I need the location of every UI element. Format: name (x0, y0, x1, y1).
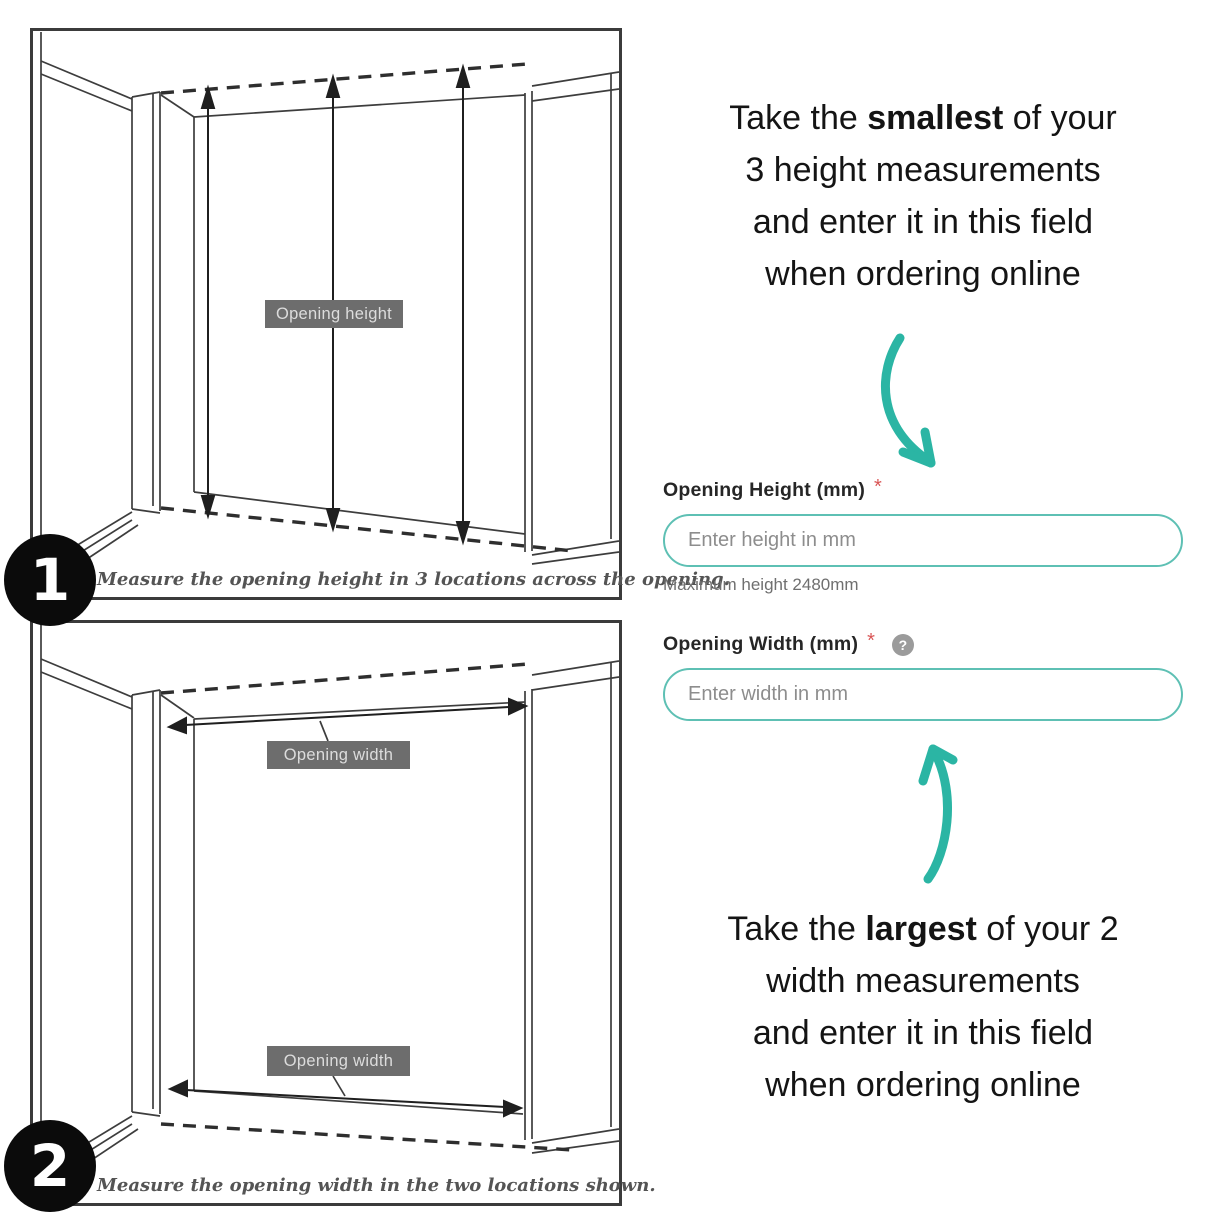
step-2-badge: 2 (4, 1120, 96, 1212)
opening-width-label-row (663, 630, 914, 656)
height-instruction-text: Take the smallest of your 3 height measurements and enter it in this field when ordering online (648, 92, 1198, 300)
curved-arrow-up-icon (885, 733, 985, 888)
height-diagram-caption: Measure the opening height in 3 locations across the opening. (97, 569, 730, 590)
required-asterisk: * (867, 630, 875, 652)
height-instruction-line1: Take the smallest of your (729, 99, 1117, 137)
help-icon[interactable]: ? (892, 634, 914, 656)
width-instruction-text: Take the largest of your 2 width measurements and enter it in this field when ordering online (648, 903, 1198, 1111)
opening-height-field-label: Opening Height (mm) (663, 479, 866, 501)
opening-width-annotation-top: Opening width (267, 741, 410, 769)
width-diagram-drawing (33, 623, 619, 1203)
opening-height-label-row (663, 476, 882, 502)
opening-width-field-label: Opening Width (mm) (663, 633, 859, 655)
step-1-badge: 1 (4, 534, 96, 626)
opening-width-annotation-bottom: Opening width (267, 1046, 410, 1076)
opening-width-input[interactable] (663, 668, 1183, 721)
opening-height-input[interactable] (663, 514, 1183, 567)
opening-height-annotation: Opening height (265, 300, 403, 328)
required-asterisk: * (874, 476, 882, 498)
max-height-helper-text: Maximum height 2480mm (663, 575, 859, 594)
width-diagram-panel (29, 620, 656, 1206)
curved-arrow-down-icon (840, 330, 950, 475)
width-instruction-line1: Take the largest of your 2 (727, 910, 1119, 948)
width-diagram-caption: Measure the opening width in the two locations shown. (97, 1175, 656, 1196)
height-diagram-panel (29, 28, 730, 614)
